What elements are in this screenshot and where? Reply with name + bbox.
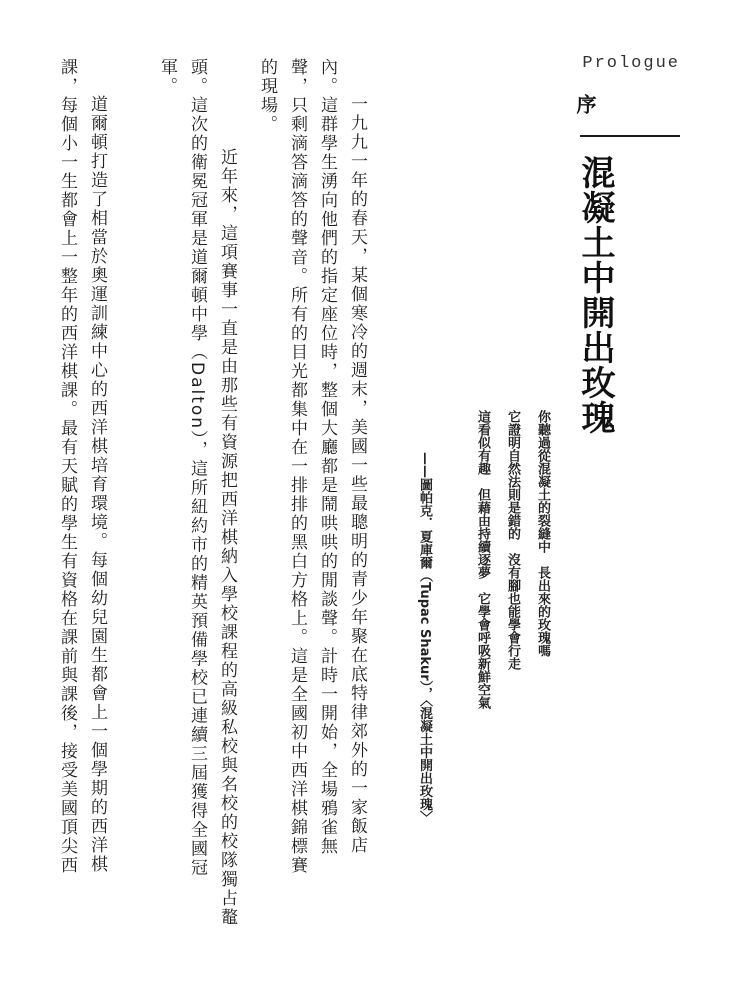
section-mark: 序 [573, 94, 597, 114]
chapter-title: 混凝土中開出玫瑰 [575, 155, 615, 435]
body-column-4: 的現場。 [257, 58, 277, 134]
prologue-label: Prologue [582, 54, 680, 73]
body-column-2: 內。這群學生湧向他們的指定座位時，整個大廳都是鬧哄哄的閒談聲。計時一開始，全場鴉雀無 [317, 58, 337, 856]
body-column-3: 聲，只剩滴答滴答的聲音。所有的目光都集中在一排排的黑白方格上。這是全國初中西洋棋錦標賽 [287, 58, 307, 875]
body-column-8: 道爾頓打造了相當於奧運訓練中心的西洋棋培育環境。每個幼兒園生都會上一個學期的西洋棋 [87, 95, 107, 874]
title-rule [580, 135, 680, 137]
epigraph-line-3: 這看似有趣 但藉由持續逐夢 它學會呼吸新鮮空氣 [475, 410, 490, 709]
epigraph-line-1: 你聽過從混凝土的裂縫中 長出來的玫瑰嗎 [535, 410, 550, 657]
body-column-5: 近年來，這項賽事一直是由那些有資源把西洋棋納入學校課程的高級私校與名校的校隊獨占鼇 [217, 148, 237, 927]
epigraph-attribution: ——圖帕克．夏庫爾（Tupac Shakur），〈混凝土中開出玫瑰〉 [417, 452, 432, 824]
epigraph-line-2: 它證明自然法則是錯的 沒有腳也能學會行走 [505, 410, 520, 670]
body-column-1: 一九九一年的春天，某個寒冷的週末，美國一些最聰明的青少年聚在底特律郊外的一家飯店 [347, 95, 367, 855]
body-column-6: 頭。這次的衛冕冠軍是道爾頓中學（Dalton），這所紐約市的精英預備學校已連續三屆獲得全國冠 [187, 58, 207, 878]
body-column-7: 軍。 [157, 58, 177, 96]
body-column-9: 課，每個小一生都會上一整年的西洋棋課。最有天賦的學生有資格在課前與課後，接受美國頂尖西 [57, 58, 77, 875]
